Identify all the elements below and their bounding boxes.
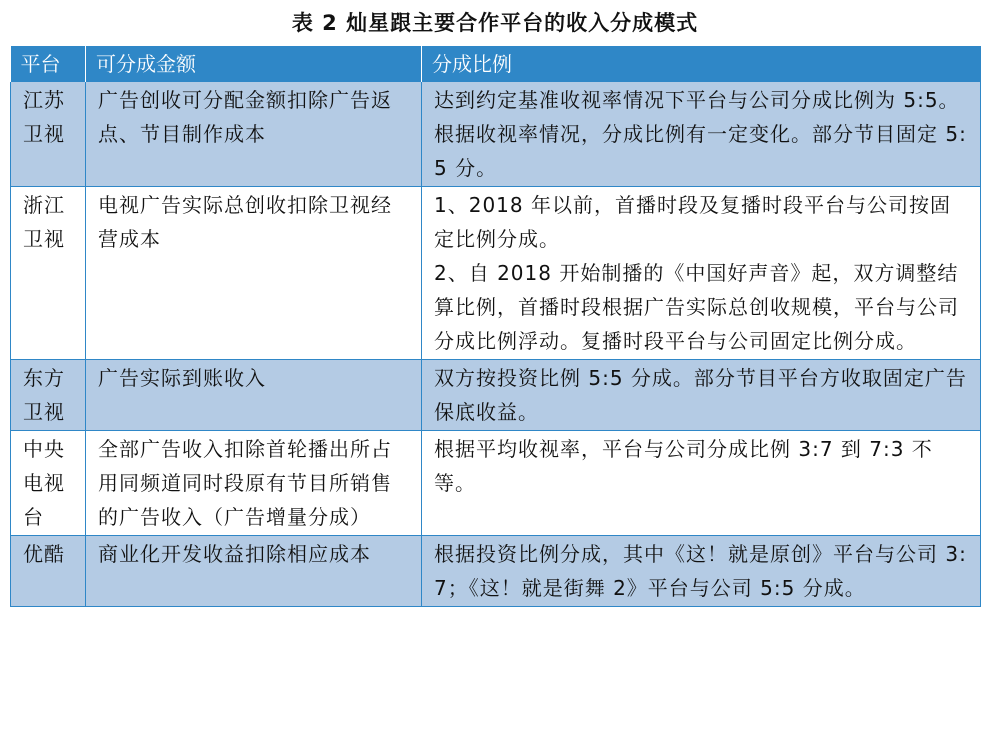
amount-cell: 广告创收可分配金额扣除广告返点、节目制作成本 xyxy=(86,82,422,187)
table-row xyxy=(11,431,981,536)
platform-cell: 优酷 xyxy=(11,536,86,607)
revenue-share-table xyxy=(10,46,981,607)
table-row xyxy=(11,360,981,431)
amount-cell: 商业化开发收益扣除相应成本 xyxy=(86,536,422,607)
ratio-text: 1、2018 年以前，首播时段及复播时段平台与公司按固定比例分成。 xyxy=(434,193,951,251)
platform-cell: 中央电视台 xyxy=(11,431,86,536)
ratio-cell xyxy=(422,360,981,431)
ratio-text: 达到约定基准收视率情况下平台与公司分成比例为 5:5。根据收视率情况，分成比例有一定变化。部分节目固定 5:5 分。 xyxy=(434,88,967,180)
table-row xyxy=(11,536,981,607)
ratio-cell xyxy=(422,82,981,187)
amount-cell: 广告实际到账收入 xyxy=(86,360,422,431)
table-header-row xyxy=(11,46,981,82)
header-ratio: 分成比例 xyxy=(422,46,981,82)
table-row xyxy=(11,82,981,187)
table-title: 表 2 灿星跟主要合作平台的收入分成模式 xyxy=(291,11,699,35)
ratio-text: 双方按投资比例 5:5 分成。部分节目平台方收取固定广告保底收益。 xyxy=(434,366,967,424)
platform-cell: 江苏卫视 xyxy=(11,82,86,187)
platform-cell: 东方卫视 xyxy=(11,360,86,431)
ratio-cell xyxy=(422,536,981,607)
amount-cell: 全部广告收入扣除首轮播出所占用同频道同时段原有节目所销售的广告收入（广告增量分成） xyxy=(86,431,422,536)
ratio-cell xyxy=(422,431,981,536)
header-amount: 可分成金额 xyxy=(86,46,422,82)
amount-cell: 电视广告实际总创收扣除卫视经营成本 xyxy=(86,187,422,360)
table-row xyxy=(11,187,981,360)
ratio-cell xyxy=(422,187,981,360)
ratio-text: 2、自 2018 开始制播的《中国好声音》起，双方调整结算比例，首播时段根据广告实际总创收规模，平台与公司分成比例浮动。复播时段平台与公司固定比例分成。 xyxy=(434,261,959,353)
header-platform: 平台 xyxy=(11,46,86,82)
ratio-text: 根据投资比例分成，其中《这！就是原创》平台与公司 3:7；《这！就是街舞 2》平台与公司 5:5 分成。 xyxy=(434,542,967,600)
ratio-text: 根据平均收视率，平台与公司分成比例 3:7 到 7:3 不等。 xyxy=(434,437,933,495)
platform-cell: 浙江卫视 xyxy=(11,187,86,360)
